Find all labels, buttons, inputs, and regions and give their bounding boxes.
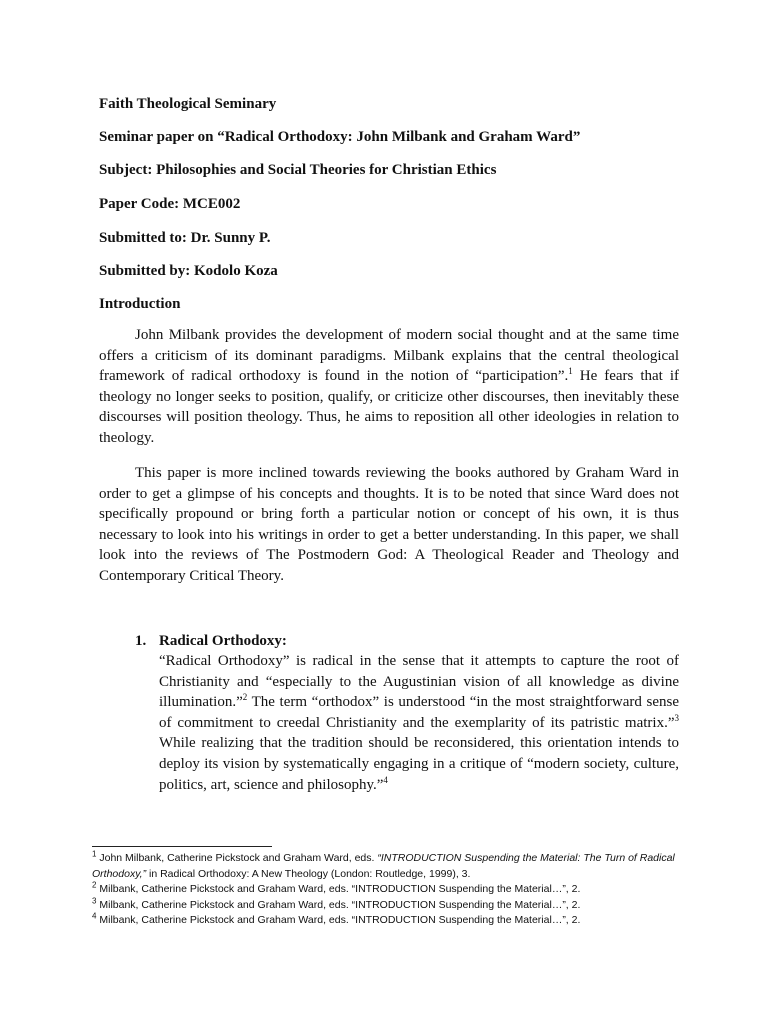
paper-code-line: Paper Code: MCE002 — [99, 196, 241, 212]
footnote-3-mark: 3 — [92, 896, 97, 905]
intro-p1-text-b: He fears that if theology no longer seeks to position, qualify, or criticize other discourses, then inevitably these discourses will position theology. Thus, he aims to reposition all other ideologies in relation to theology. — [99, 368, 679, 446]
institution-name: Faith Theological Seminary — [99, 96, 277, 112]
section-1-heading — [135, 631, 679, 651]
footnote-ref-4[interactable]: 4 — [383, 774, 388, 785]
footnote-ref-2[interactable]: 2 — [242, 692, 248, 703]
footnote-3-text: Milbank, Catherine Pickstock and Graham Ward, eds. “INTRODUCTION Suspending the Material…”, 2. — [96, 898, 581, 911]
footnote-separator — [92, 846, 272, 847]
footnote-ref-3[interactable]: 3 — [674, 712, 679, 723]
intro-paragraph-2: This paper is more inclined towards reviewing the books authored by Graham Ward in order to get a glimpse of his concepts and thoughts. It is to be noted that since Ward does not specifically propound or bring forth a particular notion or concept of his own, it is thus necessary to look into his writings in order to get a better understanding. In this paper, we shall look into the reviews of The Postmodern God: A Theological Reader and Theology and Contemporary Critical Theory. — [99, 465, 679, 584]
footnote-1-italic: “INTRODUCTION Suspending the Material: The Turn of Radical Orthodoxy,” — [92, 852, 675, 880]
seminar-title: Seminar paper on “Radical Orthodoxy: John Milbank and Graham Ward” — [99, 129, 581, 145]
footnote-1 — [92, 851, 682, 882]
intro-p1-text-a: John Milbank provides the development of modern social thought and at the same time offers a criticism of its dominant paradigms. Milbank explains that the central theological framework of radical orthodoxy is found in the notion of “participation”. — [99, 327, 679, 385]
footnote-3 — [92, 898, 682, 914]
footnote-1-lead: John Milbank, Catherine Pickstock and Graham Ward, eds. — [96, 852, 378, 864]
section-1-number: 1. — [135, 633, 147, 649]
submitted-by-line: Submitted by: Kodolo Koza — [99, 263, 278, 279]
intro-paragraph-1 — [99, 325, 679, 449]
footnote-2-text: Milbank, Catherine Pickstock and Graham Ward, eds. “INTRODUCTION Suspending the Material…”, 2. — [96, 883, 581, 895]
subject-line: Subject: Philosophies and Social Theories for Christian Ethics — [99, 162, 497, 178]
footnote-4-text: Milbank, Catherine Pickstock and Graham Ward, eds. “INTRODUCTION Suspending the Material…”, 2. — [96, 914, 581, 926]
submitted-to-line: Submitted to: Dr. Sunny P. — [99, 230, 271, 246]
footnote-1-tail: in Radical Orthodoxy: A New Theology (London: Routledge, 1999), 3. — [146, 867, 471, 880]
footnote-ref-1[interactable]: 1 — [568, 366, 573, 377]
section-list — [135, 631, 679, 795]
footnote-4 — [92, 913, 682, 929]
footnote-4-mark: 4 — [92, 911, 97, 921]
section-1-text-c: While realizing that the tradition should be reconsidered, this orientation intends to deploy its vision by systematically engaging in a critique of “modern society, culture, politics, art, science and philosophy.” — [159, 735, 679, 793]
section-1-text-a: “Radical Orthodoxy” is radical in the sense that it attempts to capture the root of Christianity and “especially to the Augustinian vision of all knowledge as divine illumination.” — [159, 653, 679, 711]
section-1-paragraph — [159, 651, 679, 795]
footnote-2-mark: 2 — [92, 880, 97, 890]
section-1-title: Radical Orthodoxy: — [159, 633, 287, 649]
footnotes — [92, 851, 682, 929]
introduction-heading: Introduction — [99, 296, 181, 312]
footnote-2 — [92, 882, 682, 898]
footnote-1-mark: 1 — [92, 849, 97, 859]
section-1-text-b: The term “orthodox” is understood “in the most straightforward sense of commitment to creedal Christianity and the exemplarity of its patristic matrix.” — [159, 694, 679, 731]
